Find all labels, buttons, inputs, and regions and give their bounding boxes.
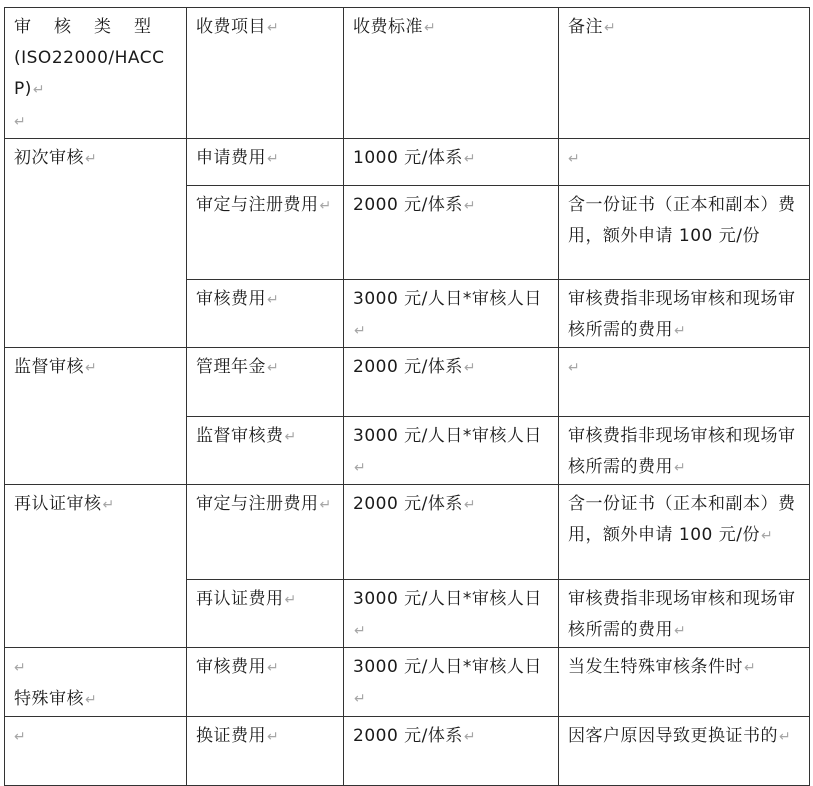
table-row [5,717,810,786]
paragraph-mark: ↵ [463,497,477,513]
header-fee-item-text: 收费项目 [196,17,266,37]
table-row [5,139,810,186]
header-remark [559,8,810,139]
audit-type-text: 监督审核 [14,357,84,377]
remark-cell [559,580,810,648]
fee-standard-cell [344,580,559,648]
header-audit-type-char: 型 [134,17,152,37]
paragraph-mark: ↵ [354,623,367,639]
paragraph-mark: ↵ [674,623,687,639]
paragraph-mark: ↵ [85,360,98,376]
paragraph-mark: ↵ [102,497,115,513]
paragraph-mark: ↵ [267,20,280,36]
paragraph-mark: ↵ [267,660,280,676]
fee-standard-cell [344,648,559,717]
paragraph-mark: ↵ [424,20,437,36]
remark-text: 审核费指非现场审核和现场审核所需的费用 [568,589,796,640]
fee-item-cell [187,417,344,485]
fee-item-text: 审定与注册费用 [196,195,319,215]
fee-item-text: 监督审核费 [196,426,284,446]
remark-text: 审核费指非现场审核和现场审核所需的费用 [568,426,796,477]
paragraph-mark: ↵ [85,692,98,708]
paragraph-mark: ↵ [568,360,581,376]
audit-type-text: 特殊审核 [14,689,84,709]
audit-type-cell [5,648,187,717]
paragraph-mark: ↵ [319,497,332,513]
remark-text: 当发生特殊审核条件时 [568,657,743,677]
paragraph-mark: ↵ [568,151,581,167]
paragraph-mark: ↵ [32,82,46,98]
paragraph-mark: ↵ [284,429,297,445]
fee-item-cell [187,186,344,280]
paragraph-mark: ↵ [463,198,477,214]
remark-text: 含一份证书（正本和副本）费用，额外申请 100 元/份 [568,195,796,246]
paragraph-mark: ↵ [85,151,98,167]
paragraph-mark: ↵ [463,360,477,376]
header-row [5,8,810,139]
remark-text: 审核费指非现场审核和现场审核所需的费用 [568,289,796,340]
fee-item-text: 审核费用 [196,289,266,309]
table-row [5,348,810,417]
remark-cell [559,485,810,580]
audit-type-cell [5,717,187,786]
header-audit-type-char: 审 [14,17,32,37]
paragraph-mark: ↵ [284,592,297,608]
fee-standard-text: 2000 元/体系 [353,357,463,377]
paragraph-mark: ↵ [744,660,757,676]
audit-type-text: 初次审核 [14,148,84,168]
remark-cell [559,648,810,717]
paragraph-mark: ↵ [463,729,477,745]
fee-standard-cell [344,280,559,348]
fee-standard-text: 3000 元/人日*审核人日 [353,426,542,446]
remark-cell [559,139,810,186]
fee-item-text: 换证费用 [196,726,266,746]
header-fee-standard-text: 收费标准 [353,17,423,37]
header-audit-type-char: 类 [94,17,112,37]
paragraph-mark: ↵ [604,20,617,36]
fee-standard-cell [344,186,559,280]
paragraph-mark: ↵ [267,151,280,167]
header-audit-standard [14,43,180,106]
fee-standard-text: 3000 元/人日*审核人日 [353,289,542,309]
paragraph-mark: ↵ [354,460,367,476]
fee-standard-text: 2000 元/体系 [353,195,463,215]
fee-standard-cell [344,139,559,186]
fee-item-text: 审核费用 [196,657,266,677]
fee-item-text: 再认证费用 [196,589,284,609]
remark-cell [559,717,810,786]
fee-standard-text: 3000 元/人日*审核人日 [353,657,542,677]
paragraph-mark: ↵ [463,151,477,167]
audit-type-cell [5,485,187,648]
remark-text: 因客户原因导致更换证书的 [568,726,778,746]
header-audit-type-char: 核 [54,17,72,37]
fee-table [4,7,810,786]
remark-cell [559,348,810,417]
fee-standard-cell [344,348,559,417]
header-fee-item [187,8,344,139]
remark-cell [559,186,810,280]
fee-standard-cell [344,485,559,580]
paragraph-mark: ↵ [674,460,687,476]
table-row [5,648,810,717]
paragraph-mark: ↵ [14,114,27,130]
paragraph-mark: ↵ [319,198,332,214]
audit-type-cell [5,139,187,348]
remark-text: 含一份证书（正本和副本）费用，额外申请 100 元/份 [568,494,796,545]
fee-item-cell [187,139,344,186]
audit-type-text: 再认证审核 [14,494,102,514]
audit-type-cell [5,348,187,485]
fee-standard-text: 1000 元/体系 [353,148,463,168]
header-audit-type [5,8,187,139]
remark-cell [559,417,810,485]
header-remark-text: 备注 [568,17,603,37]
fee-item-cell [187,348,344,417]
paragraph-mark: ↵ [14,729,27,745]
remark-cell [559,280,810,348]
fee-standard-text: 2000 元/体系 [353,726,463,746]
paragraph-mark: ↵ [354,323,367,339]
header-audit-standard-text: (ISO22000/HACCP) [14,48,165,99]
paragraph-mark: ↵ [267,360,280,376]
fee-standard-text: 2000 元/体系 [353,494,463,514]
fee-item-cell [187,485,344,580]
paragraph-mark: ↵ [354,691,367,707]
paragraph-mark: ↵ [267,292,280,308]
table-row [5,485,810,580]
fee-item-text: 管理年金 [196,357,266,377]
paragraph-mark: ↵ [760,528,774,544]
paragraph-mark: ↵ [779,729,792,745]
paragraph-mark: ↵ [674,323,687,339]
fee-item-text: 申请费用 [196,148,266,168]
paragraph-mark: ↵ [14,660,27,676]
paragraph-mark: ↵ [267,729,280,745]
fee-item-text: 审定与注册费用 [196,494,319,514]
fee-item-cell [187,717,344,786]
fee-item-cell [187,580,344,648]
fee-item-cell [187,280,344,348]
fee-standard-text: 3000 元/人日*审核人日 [353,589,542,609]
fee-standard-cell [344,417,559,485]
header-fee-standard [344,8,559,139]
fee-item-cell [187,648,344,717]
header-audit-type-label [14,12,180,43]
fee-standard-cell [344,717,559,786]
